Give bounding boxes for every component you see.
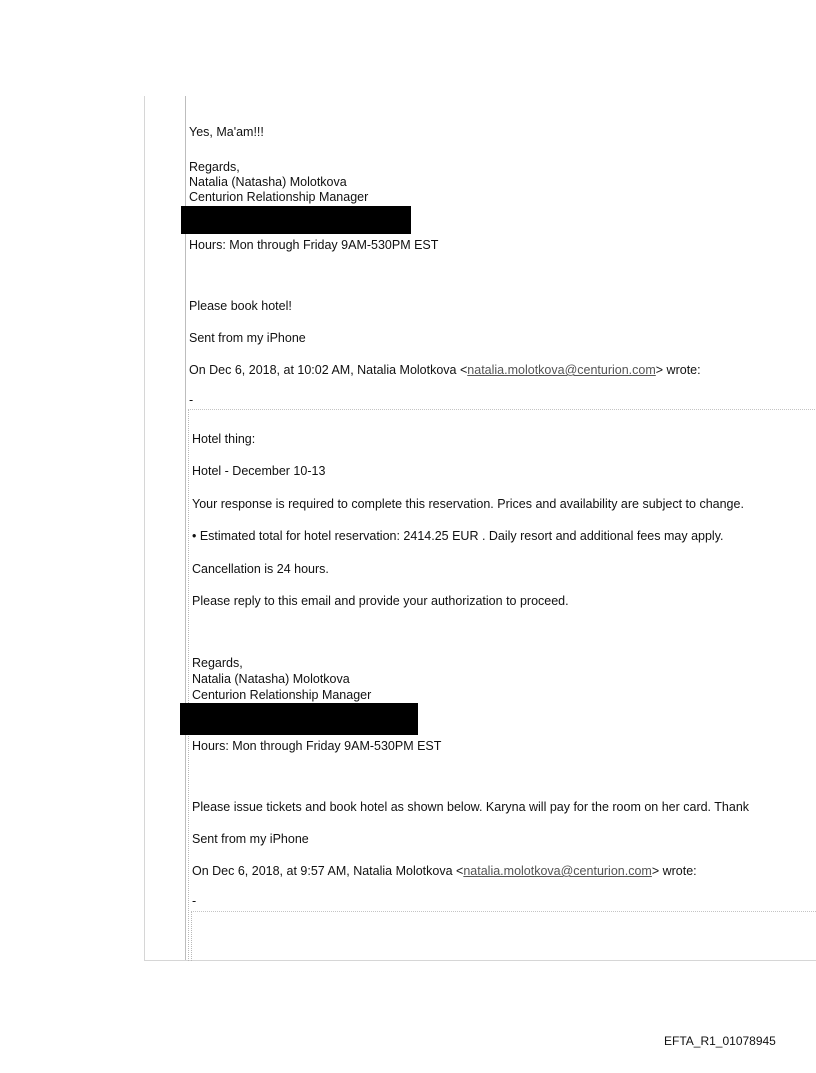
reply-header-suffix: > wrote:	[651, 864, 697, 878]
quoted-line-hotel-dates: Hotel - December 10-13	[192, 464, 326, 478]
reply-header-prefix: On Dec 6, 2018, at 9:57 AM, Natalia Molotkova <	[192, 864, 464, 878]
signature-name: Natalia (Natasha) Molotkova	[192, 672, 350, 686]
sent-from-line: Sent from my iPhone	[189, 331, 306, 345]
separator-dash: -	[189, 393, 194, 407]
reply-header	[192, 864, 697, 878]
message-body: Please book hotel!	[189, 299, 292, 313]
signature-hours: Hours: Mon through Friday 9AM-530PM EST	[192, 739, 442, 753]
quoted-line-cancellation: Cancellation is 24 hours.	[192, 562, 329, 576]
email-link[interactable]: natalia.molotkova@centurion.com	[467, 363, 656, 377]
document-id: EFTA_R1_01078945	[664, 1034, 776, 1048]
message-body: Please issue tickets and book hotel as shown below. Karyna will pay for the room on her card. Thank	[192, 800, 750, 814]
signature-hours: Hours: Mon through Friday 9AM-530PM EST	[189, 238, 439, 252]
frame-left-border	[144, 96, 145, 960]
quoted-line-hotel-thing: Hotel thing:	[192, 432, 256, 446]
redaction-bar	[180, 703, 418, 735]
signature-role: Centurion Relationship Manager	[192, 688, 372, 702]
separator-dash: -	[192, 894, 197, 908]
reply-header-prefix: On Dec 6, 2018, at 10:02 AM, Natalia Molotkova <	[189, 363, 468, 377]
redaction-bar	[181, 206, 411, 234]
quoted-line-response-required: Your response is required to complete this reservation. Prices and availability are subject to change.	[192, 497, 744, 511]
signature-regards: Regards,	[192, 656, 243, 670]
reply-greeting: Yes, Ma'am!!!	[189, 125, 264, 139]
email-link[interactable]: natalia.molotkova@centurion.com	[463, 864, 652, 878]
signature-name: Natalia (Natasha) Molotkova	[189, 175, 347, 189]
quoted-line-authorization: Please reply to this email and provide your authorization to proceed.	[192, 594, 569, 608]
reply-header-suffix: > wrote:	[655, 363, 701, 377]
signature-role: Centurion Relationship Manager	[189, 190, 369, 204]
quoted-line-estimated-total: • Estimated total for hotel reservation: 2414.25 EUR . Daily resort and additional fees may apply.	[192, 529, 724, 543]
quoted-message-block-nested	[191, 911, 816, 961]
signature-regards: Regards,	[189, 160, 240, 174]
reply-header	[189, 363, 701, 377]
sent-from-line: Sent from my iPhone	[192, 832, 309, 846]
